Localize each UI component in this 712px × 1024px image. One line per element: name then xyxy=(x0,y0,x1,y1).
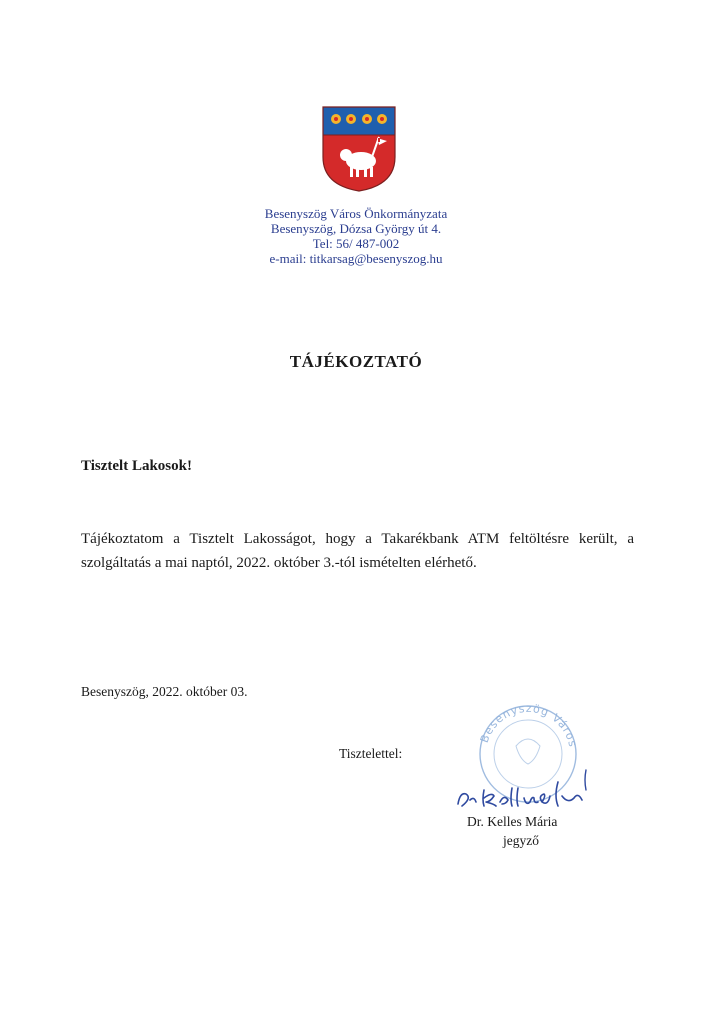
svg-text:Besenyszög Város xyxy=(478,702,580,749)
signer-title: jegyző xyxy=(503,833,539,848)
document-title: TÁJÉKOZTATÓ xyxy=(289,352,423,371)
date-line: Besenyszög, 2022. október 03. xyxy=(81,684,248,699)
letterhead-org-name: Besenyszög Város Önkormányzata xyxy=(264,206,448,221)
letterhead-email: e-mail: titkarsag@besenyszog.hu xyxy=(269,251,443,266)
letterhead-phone: Tel: 56/ 487-002 xyxy=(312,236,400,251)
signer-name: Dr. Kelles Mária xyxy=(467,814,558,829)
stamp-text: Besenyszög Város xyxy=(477,701,580,749)
letterhead xyxy=(0,206,712,266)
salutation: Tisztelt Lakosok! xyxy=(81,458,192,474)
handwritten-signature xyxy=(452,768,612,818)
body-paragraph: Tájékoztatom a Tisztelt Lakosságot, hogy a Takarékbank ATM feltöltésre került, a szolgáltatás a mai naptól, 2022. október 3.-tól ismételten elérhető. xyxy=(81,531,634,571)
closing-phrase: Tisztelettel: xyxy=(339,746,403,761)
coat-of-arms-icon xyxy=(321,105,397,193)
letterhead-address: Besenyszög, Dózsa György út 4. xyxy=(270,221,442,236)
